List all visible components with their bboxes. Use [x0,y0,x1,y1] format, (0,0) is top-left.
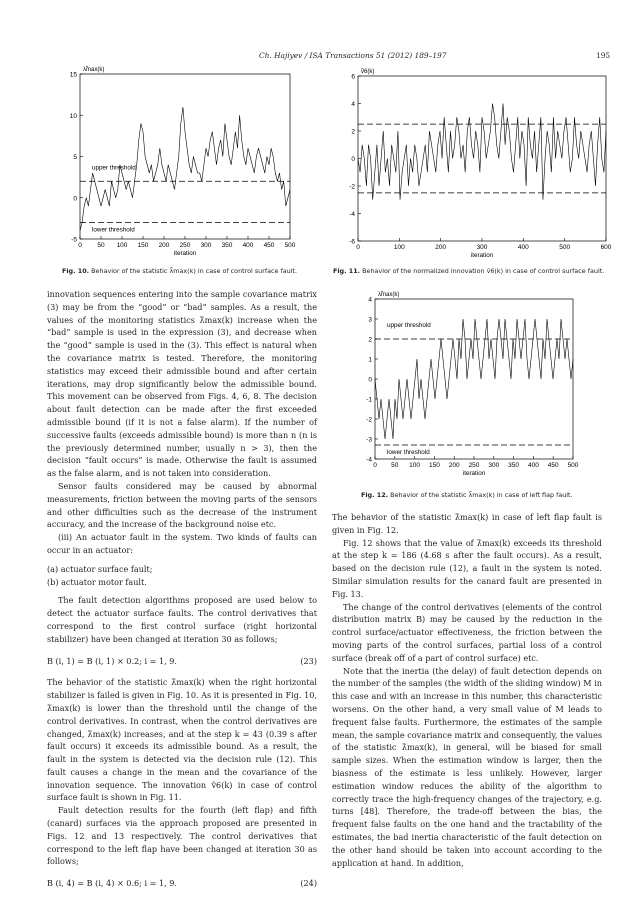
x-tick-label: 250 [179,242,191,249]
figure-10-caption: Fig. 10. Behavior of the statistic λ̃max(k) in case of control surface fault. [62,267,298,275]
y-tick-label: -5 [71,236,77,244]
x-tick-label: 250 [468,462,480,469]
figure-10-chart [50,60,300,265]
paragraph: The behavior of the statistic λ̃max(k) in case of left flap fault is given in Fig. 12. [332,512,602,535]
y-tick-label: 4 [368,296,372,304]
list-item: (a) actuator surface fault; [47,563,153,574]
y-tick-label: 5 [73,154,77,161]
y-axis-label: ṽ6(k) [361,69,375,75]
x-axis-label: iteration [462,470,486,477]
paragraph: The behavior of the statistic λ̃max(k) when the right horizontal stabilizer is failed is given in Fig. 10. As it is presented in Fig. 10, λ̃max(k) is lower than the threshold until the change of the control derivatives. In contrast, when the control derivatives are changed, λ̃max(k) increases, and at the step k = 43 (0.39 s after fault occurs) it exceeds its admissible bound. As a result, the fault in the system is detected via the decision rule (12). This fault causes a change in the mean and the covariance of the innovation sequence. The innovation ṽ6(k) in case of control surface fault is shown in Fig. 11. [47,677,317,803]
threshold-label: upper threshold [387,322,431,329]
x-tick-label: 50 [97,242,105,249]
x-tick-label: 50 [391,462,399,469]
y-tick-label: 6 [351,73,355,81]
x-tick-label: 100 [116,242,128,249]
x-tick-label: 350 [508,462,520,469]
threshold-label: upper threshold [92,164,136,172]
x-tick-label: 0 [78,242,82,249]
y-tick-label: -6 [349,238,355,246]
paragraph: Fault detection results for the fourth (left flap) and fifth (canard) surfaces via the approach proposed are presented in Figs. 12 and 13 respectively. The control derivatives that correspond to the left flap have been changed at iteration 30 as follows; [47,805,317,867]
threshold-label: lower threshold [92,226,135,234]
figure-11-chart [340,62,610,267]
x-tick-label: 400 [527,462,539,469]
y-tick-label: -4 [366,456,372,464]
x-axis-label: iteration [470,252,494,259]
x-tick-label: 100 [409,462,421,469]
right-column [332,511,602,869]
y-axis-label: λ̃max(k) [83,67,105,73]
equation-23: B (i, 1) = B (i, 1) × 0.2; i = 1, 9. (23) [47,655,317,666]
y-tick-label: 3 [368,316,372,324]
x-tick-label: 450 [547,462,559,469]
x-tick-label: 0 [356,244,360,251]
y-tick-label: 0 [351,156,355,163]
y-tick-label: 0 [368,376,372,384]
x-tick-label: 150 [137,242,149,249]
running-header: Ch. Hajiyev / ISA Transactions 51 (2012) 189–197 [259,51,447,60]
threshold-label: lower threshold [387,449,430,456]
paragraph: innovation sequences entering into the sample covariance matrix (3) may be from the “good” or “bad” samples. As a result, the values of the monitoring statistics λ̃max(k) increase when the “bad” sample is used in the expression (3), and decrease when the “good” sample is used in the (3). This effect is natural when the covariance matrix is tested. Therefore, the monitoring statistics may exceed their admissible bound and after certain iterations, may drop significantly below the admissible bound. This movement can be observed from Figs. 4, 6, 8. The decision about fault detection can be made after the first exceeded admissible bound (if it is not a false alarm). If the number of successive faults (exceeds admissible bound) is more than n (n is the previously determined number, usually n > 3), then the decision “fault occurs” is made. Otherwise the fault is assumed as the false alarm, and is not taken into consideration. [47,289,317,479]
y-tick-label: -1 [366,396,372,404]
y-tick-label: -4 [349,211,355,218]
x-tick-label: 500 [559,244,571,251]
y-tick-label: 10 [69,112,77,120]
plot-frame [80,74,290,239]
y-tick-label: 2 [368,336,372,344]
paragraph: Note that the inertia (the delay) of fault detection depends on the number of the samples (the width of the sliding window) M in this case and with an increase in this number, this characteristic worsens. On the other hand, a very small value of M leads to frequent false faults. Furthermore, the estimates of the sample mean, the sample covariance matrix and consequently, the values of the statistic λ̃max(k), in general, will be biased for small sample sizes. When the estimation window is larger, then the biasness of the estimate is less unlikely. However, larger estimation window reduces the ability of the algorithm to correctly trace the high-frequency changes of the trajectory, e.g. turns [48]. Therefore, the trade-off between the bias, the frequent false faults on the one hand and the tractability of the estimates, the bad inertia characteristic of the fault detection on the other hand should be taken into account according to the application at hand. In addition, [332,665,603,868]
x-tick-label: 450 [263,242,275,249]
y-tick-label: 1 [368,356,372,364]
x-tick-label: 0 [373,462,377,469]
y-tick-label: 15 [69,71,77,79]
x-tick-label: 400 [517,244,529,251]
y-tick-label: 0 [73,195,77,203]
x-tick-label: 300 [476,244,488,251]
x-tick-label: 200 [448,462,460,469]
x-tick-label: 500 [567,462,579,469]
equation-24: B (i, 4) = B (i, 4) × 0.6; i = 1, 9. (24) [47,878,317,889]
x-tick-label: 200 [158,242,170,249]
series-line [358,104,606,200]
paragraph: Sensor faults considered may be caused by abnormal measurements, friction between the moving parts of the sensors and other difficulties such as the decrease of the instrument accuracy, and the increase of the background noise etc. [47,480,317,530]
x-tick-label: 300 [200,242,212,249]
x-tick-label: 350 [221,242,233,249]
paragraph: Fig. 12 shows that the value of λ̃max(k) exceeds its threshold at the step k = 186 (4.68 s after the fault occurs). As a result, based on the decision rule (12), a fault in the system is noted. Similar simulation results for the canard fault are presented in Fig. 13. [332,537,602,599]
list-item: (b) actuator motor fault. [47,576,147,587]
y-tick-label: 4 [351,101,355,108]
figure-11-caption: Fig. 11. Behavior of the normalized innovation ṽ6(k) in case of control surface fault. [333,267,605,275]
y-tick-label: -2 [366,416,372,424]
y-tick-label: -2 [349,183,355,191]
figure-12-caption: Fig. 12. Behavior of the statistic λ̃max(k) in case of left flap fault. [361,491,573,499]
series-line [375,319,573,439]
plot-frame [358,76,606,241]
x-tick-label: 150 [428,462,440,469]
paragraph: The fault detection algorithms proposed are used below to detect the actuator surface faults. The control derivatives that correspond to the first control surface (right horizontal stabilizer) have been changed at iteration 30 as follows; [47,595,317,644]
y-axis-label: λ̃max(k) [378,292,400,298]
figure-12-chart [345,287,590,482]
x-tick-label: 300 [488,462,500,469]
x-tick-label: 500 [284,242,296,249]
y-tick-label: -3 [366,436,372,444]
x-tick-label: 600 [600,244,612,251]
page-number: 195 [596,51,611,60]
left-column [47,288,317,899]
y-tick-label: 2 [351,128,355,136]
x-tick-label: 200 [435,244,447,251]
x-tick-label: 400 [242,242,254,249]
paragraph: (iii) An actuator fault in the system. Two kinds of faults can occur in an actuator: [47,532,317,555]
paragraph: The change of the control derivatives (elements of the control distribution matrix B) may be caused by the reduction in the control surface/actuator effectiveness, the friction between the moving parts of the control surfaces, partial loss of a control surface (break off of a part of control surface) etc. [332,601,602,663]
x-axis-label: iteration [173,250,197,257]
x-tick-label: 100 [393,244,405,251]
